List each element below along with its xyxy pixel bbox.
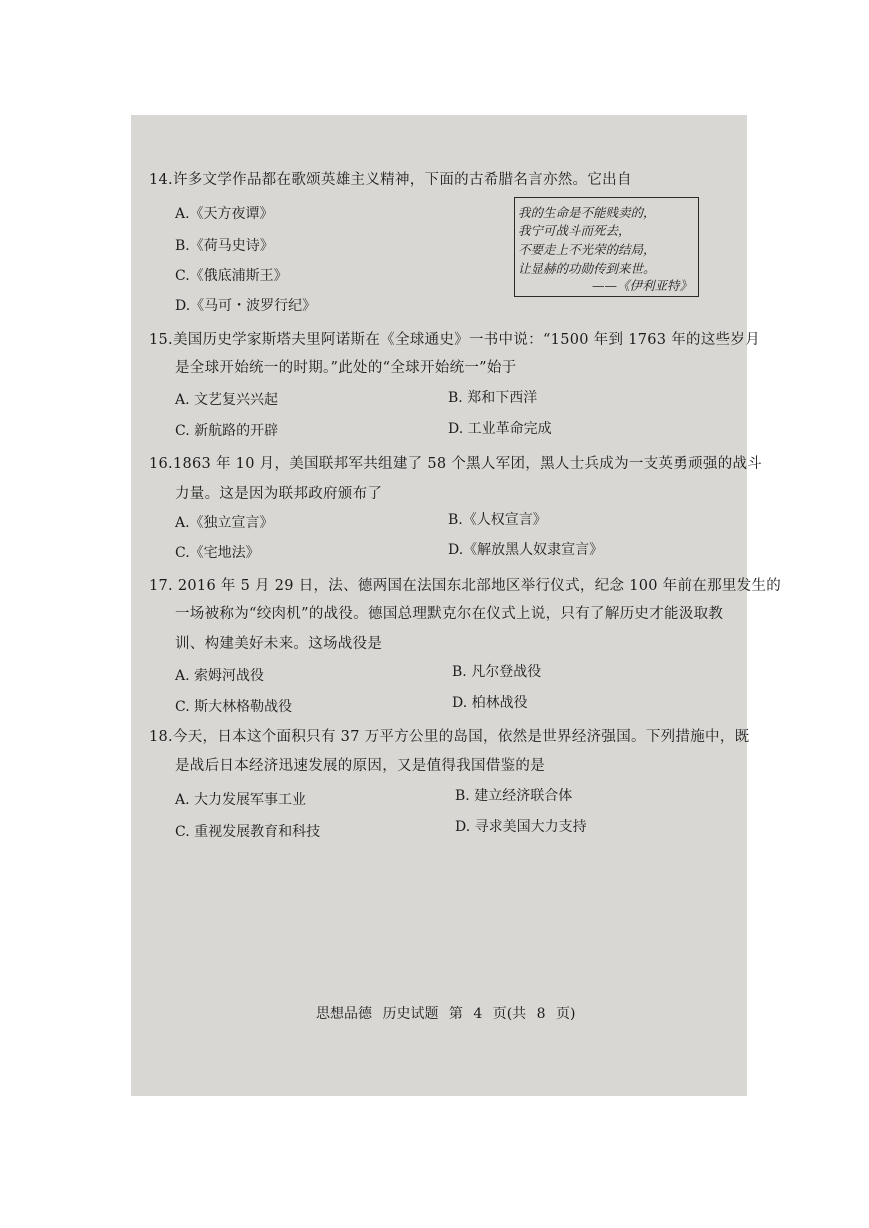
question-16-option-b: B.《人权宣言》 bbox=[448, 512, 547, 528]
question-16-option-d: D.《解放黑人奴隶宣言》 bbox=[448, 542, 604, 558]
quote-line-1: 我的生命是不能贱卖的， bbox=[518, 205, 656, 220]
quote-line-4: 让显赫的功勋传到来世。 bbox=[518, 261, 656, 276]
question-16-option-c: C.《宅地法》 bbox=[175, 545, 260, 561]
question-18-text-line-1: 18.今天，日本这个面积只有 37 万平方公里的岛国，依然是世界经济强国。下列措施中，既 bbox=[149, 729, 750, 745]
question-17-text-line-1: 17. 2016 年 5 月 29 日，法、德两国在法国东北部地区举行仪式，纪念 100 年前在那里发生的 bbox=[149, 578, 782, 594]
question-17-text-line-3: 训、构建美好未来。这场战役是 bbox=[175, 636, 383, 652]
question-14-option-b: B.《荷马史诗》 bbox=[175, 238, 274, 254]
question-18-option-d: D. 寻求美国大力支持 bbox=[455, 819, 587, 835]
question-18-option-c: C. 重视发展教育和科技 bbox=[175, 824, 321, 840]
question-15-option-b: B. 郑和下西洋 bbox=[448, 390, 538, 406]
question-14-option-a: A.《天方夜谭》 bbox=[175, 206, 274, 222]
question-15-text-line-1: 15.美国历史学家斯塔夫里阿诺斯在《全球通史》一书中说：“1500 年到 1763 年的这些岁月 bbox=[149, 332, 760, 348]
question-17-option-b: B. 凡尔登战役 bbox=[452, 664, 542, 680]
question-17-option-d: D. 柏林战役 bbox=[452, 695, 528, 711]
question-18-option-a: A. 大力发展军事工业 bbox=[175, 792, 307, 808]
quote-source: ——《伊利亚特》 bbox=[592, 278, 693, 293]
question-17-option-a: A. 索姆河战役 bbox=[175, 668, 265, 684]
quote-line-3: 不要走上不光荣的结局， bbox=[518, 242, 656, 257]
question-15-option-d: D. 工业革命完成 bbox=[448, 421, 552, 437]
question-15-option-c: C. 新航路的开辟 bbox=[175, 423, 279, 439]
page-footer: 思想品德 历史试题 第 4 页(共 8 页) bbox=[316, 1006, 576, 1022]
question-16-text-line-2: 力量。这是因为联邦政府颁布了 bbox=[175, 486, 383, 502]
question-14-text: 14.许多文学作品都在歌颂英雄主义精神，下面的古希腊名言亦然。它出自 bbox=[149, 172, 632, 188]
question-18-option-b: B. 建立经济联合体 bbox=[455, 788, 573, 804]
question-18-text-line-2: 是战后日本经济迅速发展的原因，又是值得我国借鉴的是 bbox=[175, 758, 545, 774]
question-16-option-a: A.《独立宣言》 bbox=[175, 515, 274, 531]
question-14-option-d: D.《马可・波罗行纪》 bbox=[175, 298, 317, 314]
question-16-text-line-1: 16.1863 年 10 月，美国联邦军共组建了 58 个黑人军团，黑人士兵成为一支英勇顽强的战斗 bbox=[149, 456, 763, 472]
quote-line-2: 我宁可战斗而死去， bbox=[518, 223, 631, 238]
question-17-text-line-2: 一场被称为“绞肉机”的战役。德国总理默克尔在仪式上说，只有了解历史才能汲取教 bbox=[175, 606, 724, 622]
question-17-option-c: C. 斯大林格勒战役 bbox=[175, 699, 293, 715]
question-14-option-c: C.《俄底浦斯王》 bbox=[175, 268, 288, 284]
question-15-text-line-2: 是全球开始统一的时期。”此处的“全球开始统一”始于 bbox=[175, 360, 517, 376]
question-15-option-a: A. 文艺复兴兴起 bbox=[175, 392, 279, 408]
